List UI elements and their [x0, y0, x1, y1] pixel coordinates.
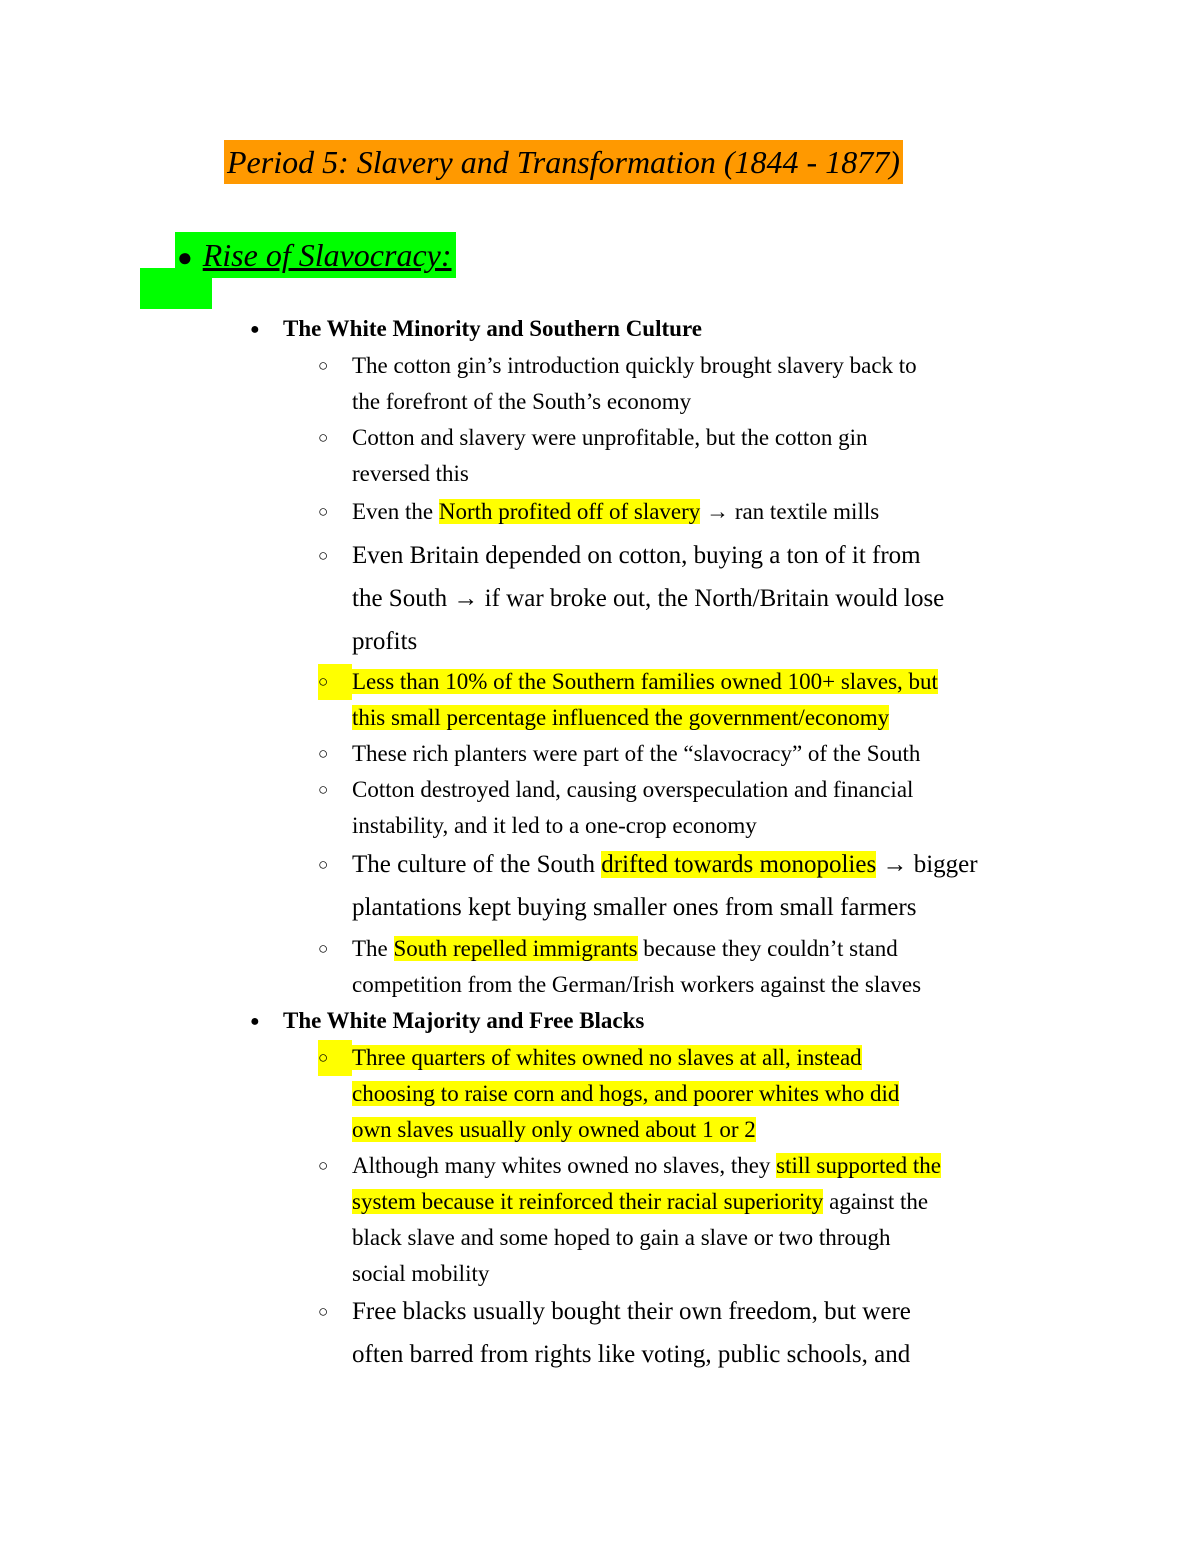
list-item-text	[352, 494, 1078, 530]
text-segment: instability, and it led to a one-crop economy	[352, 813, 757, 838]
text-line	[352, 384, 1078, 420]
list-item	[318, 772, 1078, 844]
list-item-text	[352, 664, 1078, 736]
text-line	[352, 1184, 1078, 1220]
text-line	[352, 843, 1078, 886]
text-segment: The culture of the South	[352, 851, 602, 878]
list-item	[318, 664, 1078, 736]
circle-bullet-icon: ○	[318, 428, 329, 447]
circle-bullet-icon: ○	[318, 356, 329, 375]
text-segment: the forefront of the South’s economy	[352, 389, 692, 414]
text-line	[352, 1112, 1078, 1148]
text-segment: The	[352, 936, 394, 961]
text-segment: Even Britain depended on cotton, buying a ton of it from	[352, 542, 921, 569]
list-item-text	[352, 772, 1078, 844]
text-line	[352, 967, 1078, 1003]
text-segment: social mobility	[352, 1261, 490, 1286]
bullet-icon: ●	[250, 1013, 260, 1030]
highlighted-text: this small percentage influenced the government/economy	[352, 705, 890, 730]
circle-bullet-icon: ○	[318, 744, 329, 763]
text-line	[352, 348, 1078, 384]
list-item	[318, 1148, 1078, 1292]
text-segment: because they couldn’t stand	[637, 936, 898, 961]
text-segment: profits	[352, 628, 418, 655]
text-line	[352, 1220, 1078, 1256]
text-line	[352, 700, 1078, 736]
highlighted-text: drifted towards monopolies	[601, 851, 877, 878]
text-line	[352, 620, 1078, 663]
list-item	[318, 494, 1078, 530]
highlighted-text: North profited off of slavery	[438, 499, 701, 524]
circle-bullet-icon: ○	[318, 664, 352, 700]
text-line	[352, 420, 1078, 456]
circle-bullet-icon: ○	[318, 1040, 352, 1076]
text-segment: These rich planters were part of the “slavocracy” of the South	[352, 741, 921, 766]
list-item	[318, 1290, 1078, 1376]
highlighted-text: Three quarters of whites owned no slaves at all, instead	[352, 1045, 862, 1070]
text-line	[352, 1148, 1078, 1184]
circle-bullet-icon: ○	[318, 780, 329, 799]
text-line	[352, 808, 1078, 844]
text-line	[352, 494, 1078, 530]
highlighted-text: still supported the	[776, 1153, 941, 1178]
list-item-text	[352, 843, 1078, 929]
text-segment: Free blacks usually bought their own freedom, but were	[352, 1298, 911, 1325]
text-line	[352, 772, 1078, 808]
section-title-text: The White Minority and Southern Culture	[283, 316, 702, 341]
highlighted-text: own slaves usually only owned about 1 or 2	[352, 1117, 756, 1142]
highlighted-text: choosing to raise corn and hogs, and poorer whites who did	[352, 1081, 900, 1106]
heading-bullet-icon: ●	[177, 243, 193, 272]
list-item-text	[352, 1290, 1078, 1376]
text-line	[352, 1076, 1078, 1112]
heading-text: Rise of Slavocracy:	[202, 237, 452, 273]
text-line	[352, 931, 1078, 967]
text-segment: The cotton gin’s introduction quickly brought slavery back to	[352, 353, 917, 378]
text-segment: Cotton destroyed land, causing overspeculation and financial	[352, 777, 914, 802]
text-segment: the South → if war broke out, the North/Britain would lose	[352, 585, 945, 612]
section-title	[250, 1003, 644, 1040]
list-item	[318, 843, 1078, 929]
list-item	[318, 534, 1078, 663]
circle-bullet-icon: ○	[318, 1156, 329, 1175]
list-item-text	[352, 931, 1078, 1003]
section-title	[250, 311, 702, 348]
text-line	[352, 1333, 1078, 1376]
highlighted-text: Less than 10% of the Southern families owned 100+ slaves, but	[352, 669, 938, 694]
text-segment: plantations kept buying smaller ones from small farmers	[352, 894, 917, 921]
text-line	[352, 534, 1078, 577]
highlighted-text: South repelled immigrants	[393, 936, 638, 961]
list-item	[318, 931, 1078, 1003]
text-line	[352, 664, 1078, 700]
highlighted-text: system because it reinforced their racial superiority	[352, 1189, 824, 1214]
list-item	[318, 1040, 1078, 1148]
circle-bullet-icon: ○	[318, 546, 329, 565]
text-segment: against the	[823, 1189, 929, 1214]
page-title: Period 5: Slavery and Transformation (1844 - 1877)	[224, 140, 903, 184]
section-heading	[175, 232, 456, 278]
text-segment: Even the	[352, 499, 439, 524]
text-segment: competition from the German/Irish workers against the slaves	[352, 972, 922, 997]
circle-bullet-icon: ○	[318, 502, 329, 521]
text-line	[352, 456, 1078, 492]
list-item-text	[352, 420, 1078, 492]
text-line	[352, 1290, 1078, 1333]
text-line	[352, 736, 1078, 772]
text-line	[352, 1256, 1078, 1292]
list-item-text	[352, 1040, 1078, 1148]
circle-bullet-icon: ○	[318, 1302, 329, 1321]
text-segment: black slave and some hoped to gain a slave or two through	[352, 1225, 891, 1250]
circle-bullet-icon: ○	[318, 939, 329, 958]
text-line	[352, 577, 1078, 620]
list-item-text	[352, 348, 1078, 420]
list-item	[318, 420, 1078, 492]
list-item-text	[352, 534, 1078, 663]
text-segment: → ran textile mills	[700, 499, 880, 524]
list-item-text	[352, 736, 1078, 772]
text-line	[352, 1040, 1078, 1076]
list-item	[318, 348, 1078, 420]
text-line	[352, 886, 1078, 929]
bullet-icon: ●	[250, 321, 260, 338]
text-segment: Cotton and slavery were unprofitable, but the cotton gin	[352, 425, 868, 450]
text-segment: reversed this	[352, 461, 469, 486]
text-segment: → bigger	[876, 851, 978, 878]
section-title-text: The White Majority and Free Blacks	[283, 1008, 645, 1033]
text-segment: often barred from rights like voting, public schools, and	[352, 1341, 911, 1368]
list-item	[318, 736, 1078, 772]
circle-bullet-icon: ○	[318, 855, 329, 874]
text-segment: Although many whites owned no slaves, they	[352, 1153, 777, 1178]
list-item-text	[352, 1148, 1078, 1292]
